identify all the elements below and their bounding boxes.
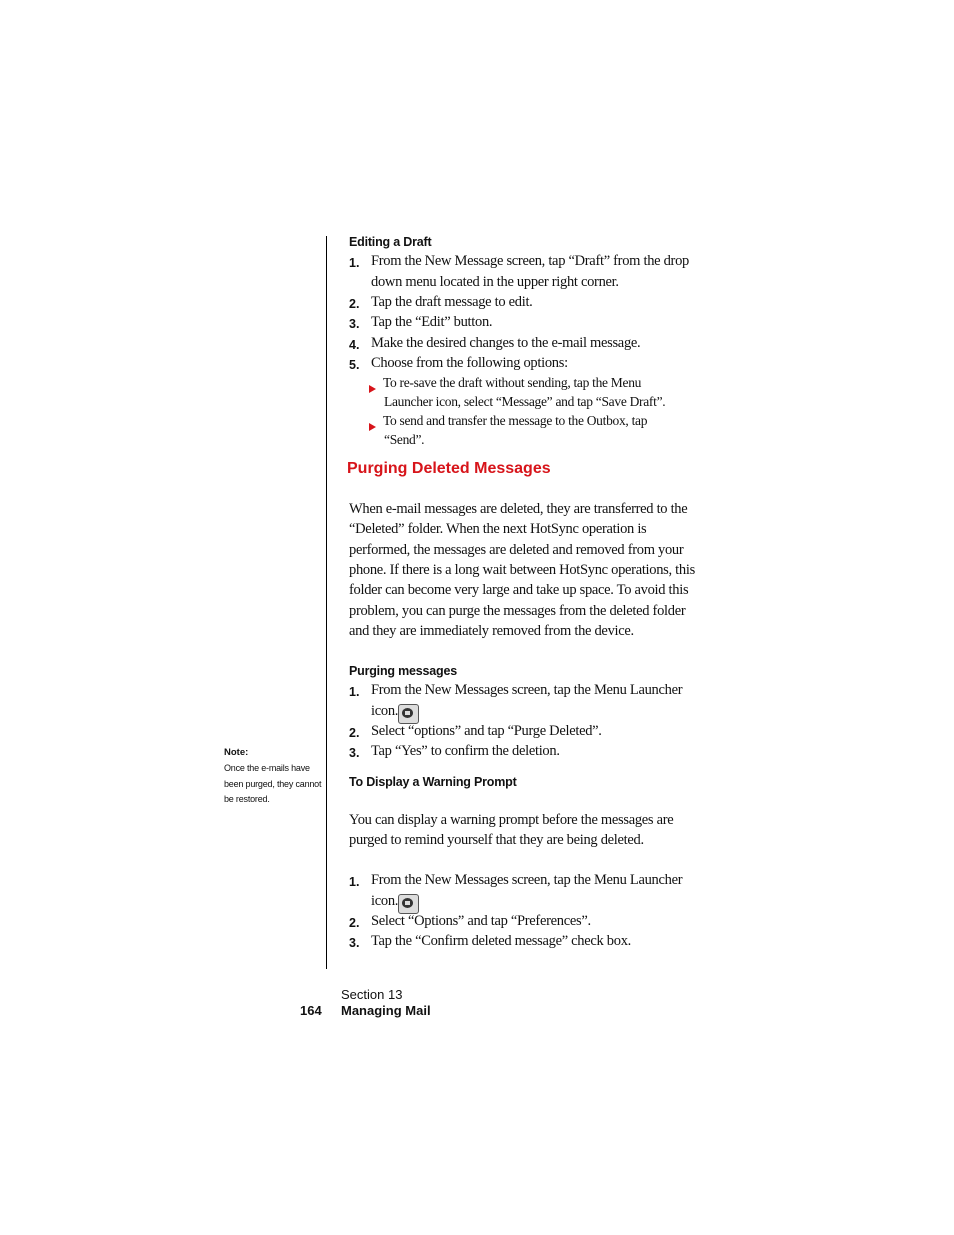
- bullet-text: Launcher icon, select “Message” and tap “Save Draft”.: [384, 394, 666, 409]
- step-text: From the New Messages screen, tap the Menu Launcher: [371, 872, 683, 888]
- step-text: Make the desired changes to the e-mail message.: [371, 335, 641, 351]
- paragraph-line: problem, you can purge the messages from the deleted folder: [349, 603, 686, 619]
- section-heading-editing-draft: Editing a Draft: [349, 235, 432, 249]
- step-text: Tap “Yes” to confirm the deletion.: [371, 743, 560, 759]
- footer-section: Section 13: [341, 987, 403, 1002]
- paragraph-line: “Deleted” folder. When the next HotSync operation is: [349, 521, 647, 537]
- step-text: Select “options” and tap “Purge Deleted”.: [371, 723, 602, 739]
- paragraph-line: phone. If there is a long wait between HotSync operations, this: [349, 562, 695, 578]
- step-number: 4.: [349, 338, 360, 352]
- step-number: 3.: [349, 936, 360, 950]
- step-number: 3.: [349, 317, 360, 331]
- bullet-text: To send and transfer the message to the Outbox, tap: [383, 413, 648, 428]
- paragraph-line: folder can become very large and take up space. To avoid this: [349, 582, 689, 598]
- step-number: 2.: [349, 916, 360, 930]
- step-text: Choose from the following options:: [371, 355, 568, 371]
- paragraph-line: When e-mail messages are deleted, they are transferred to the: [349, 501, 688, 517]
- red-triangle-bullet-icon: [369, 380, 376, 398]
- bullet-text: “Send”.: [384, 432, 425, 447]
- step-number: 2.: [349, 297, 360, 311]
- step-text: Tap the “Confirm deleted message” check box.: [371, 933, 631, 949]
- red-triangle-bullet-icon: [369, 418, 376, 436]
- note-text: Once the e-mails have: [224, 763, 310, 773]
- paragraph-line: You can display a warning prompt before the messages are: [349, 812, 674, 828]
- note-text: been purged, they cannot: [224, 779, 322, 789]
- step-text: From the New Messages screen, tap the Menu Launcher: [371, 682, 683, 698]
- step-number: 3.: [349, 746, 360, 760]
- section-title-purging: Purging Deleted Messages: [347, 460, 551, 477]
- footer-chapter-title: Managing Mail: [341, 1003, 431, 1018]
- step-text: Tap the draft message to edit.: [371, 294, 533, 310]
- step-number: 2.: [349, 726, 360, 740]
- step-number: 1.: [349, 685, 360, 699]
- note-text: be restored.: [224, 794, 270, 804]
- subheading-warning-prompt: To Display a Warning Prompt: [349, 775, 517, 789]
- step-text: icon.: [371, 703, 399, 719]
- paragraph-line: performed, the messages are deleted and removed from your: [349, 542, 684, 558]
- subheading-purging-messages: Purging messages: [349, 664, 457, 678]
- margin-rule: [326, 236, 327, 969]
- paragraph-line: and they are immediately removed from the device.: [349, 623, 634, 639]
- step-text: Tap the “Edit” button.: [371, 314, 493, 330]
- page-number: 164: [300, 1003, 322, 1018]
- step-text: icon.: [371, 893, 399, 909]
- step-number: 1.: [349, 875, 360, 889]
- step-text: From the New Message screen, tap “Draft” from the drop: [371, 253, 689, 269]
- step-number: 1.: [349, 256, 360, 270]
- step-number: 5.: [349, 358, 360, 372]
- step-text: down menu located in the upper right corner.: [371, 274, 619, 290]
- bullet-text: To re-save the draft without sending, tap the Menu: [383, 375, 642, 390]
- paragraph-line: purged to remind yourself that they are being deleted.: [349, 832, 644, 848]
- note-heading: Note:: [224, 747, 249, 758]
- step-text: Select “Options” and tap “Preferences”.: [371, 913, 591, 929]
